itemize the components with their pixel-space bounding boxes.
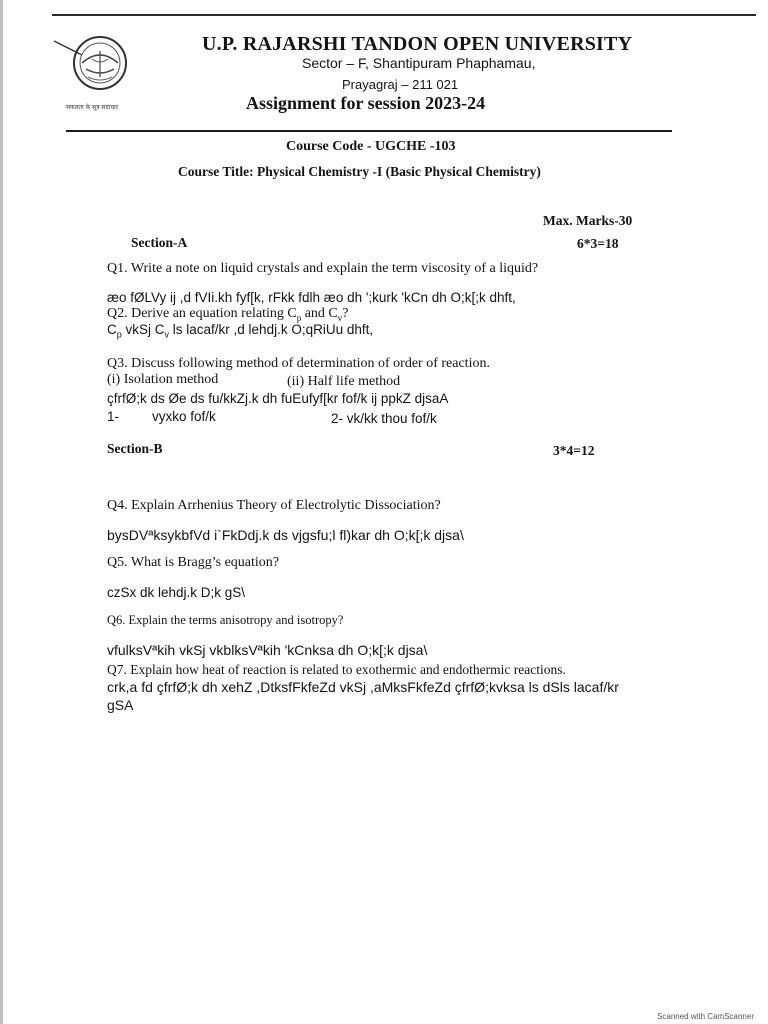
question-3-hindi: çfrfØ;k ds Øe ds fu/kkZj.k dh fuEufyf[kr fof/k ij ppkZ djsaA [107, 391, 449, 406]
question-1: Q1. Write a note on liquid crystals and explain the term viscosity of a liquid? [107, 261, 539, 276]
address-line-2: Prayagraj – 211 021 [342, 77, 459, 92]
question-7-hindi-line-2: gSA [107, 697, 134, 713]
question-2-hindi: $C_p$ vkSj $C_v$ ls lacaf/kr ,d lehdj.k O;qRiUu dhft, [107, 322, 374, 340]
header-divider [66, 130, 672, 132]
session-title: Assignment for session 2023-24 [246, 93, 486, 113]
question-3-hindi-option-1: vyxko fof/k [152, 409, 216, 424]
question-3-option-1: (i) Isolation method [107, 372, 219, 387]
scan-edge [0, 0, 3, 1024]
section-a-marks: 6*3=18 [577, 236, 619, 251]
question-5: Q5. What is Bragg’s equation? [107, 555, 279, 570]
course-code: Course Code - UGCHE -103 [286, 139, 456, 154]
section-a-heading: Section-A [131, 235, 188, 250]
top-border-line [52, 14, 756, 16]
question-6-hindi: vfulksVªkih vkSj vkblksVªkih 'kCnksa dh O;k[;k djsa\ [107, 642, 428, 658]
logo-caption: सफलता के सूत्र सदाचार [66, 104, 119, 111]
address-line-1: Sector – F, Shantipuram Phaphamau, [302, 55, 536, 71]
course-title: Course Title: Physical Chemistry -I (Basic Physical Chemistry) [178, 164, 541, 179]
question-4: Q4. Explain Arrhenius Theory of Electrolytic Dissociation? [107, 498, 441, 513]
question-3: Q3. Discuss following method of determination of order of reaction. [107, 356, 490, 371]
section-b-marks: 3*4=12 [553, 443, 595, 458]
scanner-watermark: Scanned with CamScanner [657, 1012, 754, 1021]
question-7: Q7. Explain how heat of reaction is related to exothermic and endothermic reactions. [107, 662, 566, 677]
question-7-hindi-line-1: crk,a fd çfrfØ;k dh xehZ ,DtksfFkfeZd vkSj ,aMksFkfeZd çfrfØ;kvksa ls dSls lacaf/kr [107, 679, 619, 695]
question-1-hindi: æo fØLVy ij ,d fVIi.kh fyf[k, rFkk fdlh æo dh ';kurk 'kCn dh O;k[;k dhft, [107, 290, 516, 305]
question-3-hindi-option-2: 2- vk/kk thou fof/k [331, 411, 437, 426]
question-3-hindi-num-1: 1- [107, 409, 120, 424]
question-4-hindi: bysDVªksykbfVd i`FkDdj.k ds vjgsfu;l fl)kar dh O;k[;k djsa\ [107, 527, 464, 543]
university-logo [52, 33, 160, 113]
question-3-option-2: (ii) Half life method [287, 374, 401, 389]
question-2: Q2. Derive an equation relating $C_p$ and $C_v$? [107, 306, 349, 323]
max-marks: Max. Marks-30 [543, 213, 633, 228]
question-6: Q6. Explain the terms anisotropy and isotropy? [107, 613, 344, 627]
university-name: U.P. RAJARSHI TANDON OPEN UNIVERSITY [202, 33, 633, 55]
question-5-hindi: czSx dk lehdj.k D;k gS\ [107, 585, 246, 600]
section-b-heading: Section-B [107, 441, 163, 456]
